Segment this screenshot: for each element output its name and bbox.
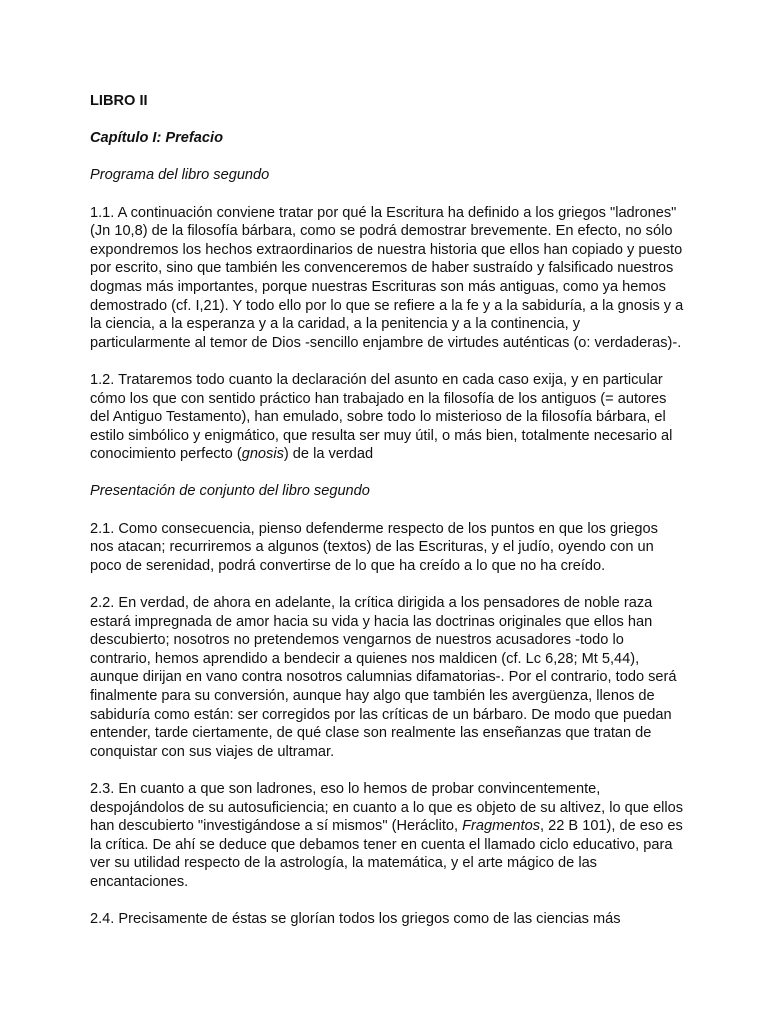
text-line: expondremos los hechos extraordinarios de nuestra historia que ellos han copiado y puesto bbox=[90, 241, 683, 258]
text-line: dogmas más importantes, porque nuestras Escrituras son más antiguas, como ya hemos bbox=[90, 278, 666, 295]
text-line: poco de serenidad, podrá convertirse de lo que ha creído a lo que no ha creído. bbox=[90, 557, 606, 574]
book-title: LIBRO II bbox=[90, 93, 148, 109]
text-line bbox=[90, 817, 690, 836]
text-line: nos atacan; recurriremos a algunos (textos) de las Escrituras, y el judío, oyendo con un bbox=[90, 539, 654, 556]
text-line: encantaciones. bbox=[90, 873, 189, 890]
text-line: despojándolos de su autosuficiencia; en cuanto a lo que es objeto de su altivez, lo que ellos bbox=[90, 799, 684, 816]
paragraph-2-3 bbox=[90, 780, 690, 892]
text-line: 2.4. Precisamente de éstas se glorían todos los griegos como de las ciencias más bbox=[90, 911, 621, 928]
text-line: cómo los que con sentido práctico han trabajado en la filosofía de los antiguos (= autores bbox=[90, 390, 667, 407]
text-line: aunque dirijan en vano contra nosotros calumnias difamatorias-. Por el contrario, todo será bbox=[90, 669, 677, 686]
text-line: por escrito, sino que también les convenceremos de haber sustraído y falsificado nuestros bbox=[90, 260, 674, 277]
text-line: del Antiguo Testamento), han emulado, sobre todo lo misterioso de la filosofía bárbara, el bbox=[90, 409, 666, 426]
chapter-title: Capítulo I: Prefacio bbox=[90, 130, 223, 147]
text-line: la ciencia, a la esperanza y a la caridad, a la penitencia y a la continencia, y bbox=[90, 316, 580, 333]
text-line: 1.1. A continuación conviene tratar por qué la Escritura ha definido a los griegos "ladrones" bbox=[90, 204, 677, 221]
paragraph-1-2 bbox=[90, 371, 690, 464]
text-line: 2.2. En verdad, de ahora en adelante, la crítica dirigida a los pensadores de noble raza bbox=[90, 595, 653, 612]
text-segment: conocimiento perfecto ( bbox=[90, 446, 242, 463]
text-line: ver su utilidad respecto de la astrología, la matemática, y el arte mágico de las bbox=[90, 855, 597, 872]
paragraph-2-2 bbox=[90, 594, 690, 761]
paragraph-1-1 bbox=[90, 204, 690, 353]
text-line: demostrado (cf. I,21). Y todo ello por lo que se refiere a la fe y a la sabiduría, a la gnosis y a bbox=[90, 297, 684, 314]
italic-term-gnosis: gnosis bbox=[241, 446, 284, 463]
text-segment: han descubierto "investigándose a sí mismos" (Heráclito, bbox=[90, 818, 463, 835]
text-line: contrario, hemos aprendido a bendecir a quienes nos maldicen (cf. Lc 6,28; Mt 5,44), bbox=[90, 650, 640, 667]
section-heading-presentacion: Presentación de conjunto del libro segundo bbox=[90, 483, 370, 500]
text-line: estilo simbólico y enigmático, que resulta ser muy útil, o más bien, totalmente necesario al bbox=[90, 427, 673, 444]
text-line: finalmente para su conversión, aunque hay algo que también les avergüenza, llenos de bbox=[90, 688, 655, 704]
text-line: estará impregnada de amor hacia su vida y hacia las doctrinas originales que ellos han bbox=[90, 613, 653, 630]
text-line: descubierto; nosotros no pretendemos vengarnos de nuestros acusadores -todo lo bbox=[90, 632, 624, 649]
text-segment: , 22 B 101), de eso es bbox=[540, 818, 683, 835]
italic-title-fragmentos: Fragmentos bbox=[462, 818, 541, 835]
text-line: particularmente al temor de Dios -sencillo enjambre de virtudes auténticas (o: verdaderas)-. bbox=[90, 334, 682, 351]
text-line bbox=[90, 445, 690, 464]
text-line: 2.3. En cuanto a que son ladrones, eso lo hemos de probar convincentemente, bbox=[90, 780, 601, 797]
paragraph-2-1 bbox=[90, 520, 690, 576]
text-line: 2.1. Como consecuencia, pienso defenderme respecto de los puntos en que los griegos bbox=[90, 520, 658, 537]
section-heading-programa: Programa del libro segundo bbox=[90, 167, 270, 184]
text-line: sabiduría como están: ser corregidos por las críticas de un bárbaro. De modo que puedan bbox=[90, 706, 672, 723]
text-segment: ) de la verdad bbox=[283, 446, 374, 463]
paragraph-2-4 bbox=[90, 910, 690, 929]
text-line: conquistar con sus viajes de ultramar. bbox=[90, 743, 335, 760]
text-line: 1.2. Trataremos todo cuanto la declaración del asunto en cada caso exija, y en particular bbox=[90, 371, 663, 388]
document-page bbox=[90, 92, 690, 947]
text-line: (Jn 10,8) de la filosofía bárbara, como se podrá demostrar brevemente. En efecto, no sólo bbox=[90, 223, 673, 240]
text-line: entender, tarde ciertamente, de qué clase son realmente las enseñanzas que tratan de bbox=[90, 725, 652, 742]
text-line: la crítica. De ahí se deduce que debamos tener en cuenta el llamado ciclo educativo, para bbox=[90, 836, 673, 853]
